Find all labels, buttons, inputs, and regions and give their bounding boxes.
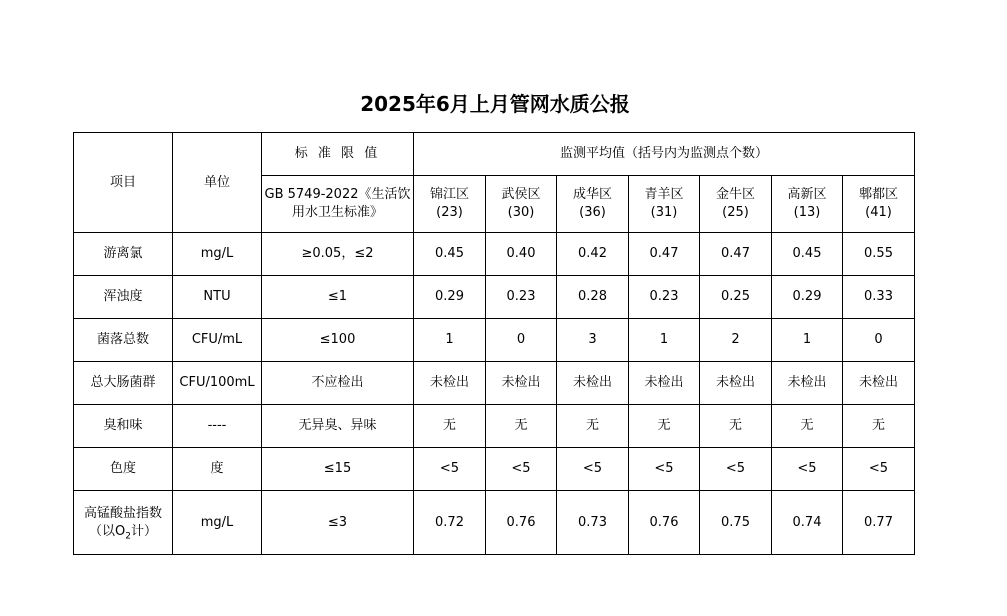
district-header xyxy=(557,176,629,233)
row-value: 0.45 xyxy=(772,233,843,276)
row-value: 0.23 xyxy=(486,276,557,319)
row-value: 0.76 xyxy=(629,491,700,555)
row-value: 未检出 xyxy=(700,362,772,405)
row-unit: ---- xyxy=(173,405,262,448)
water-quality-table xyxy=(73,132,915,555)
row-value: 未检出 xyxy=(843,362,915,405)
district-header xyxy=(486,176,557,233)
row-value: 无 xyxy=(414,405,486,448)
row-value: 1 xyxy=(629,319,700,362)
row-value: 0.45 xyxy=(414,233,486,276)
row-item: 臭和味 xyxy=(74,405,173,448)
row-unit: mg/L xyxy=(173,491,262,555)
row-value: 0.25 xyxy=(700,276,772,319)
row-value: <5 xyxy=(486,448,557,491)
district-count: (30) xyxy=(507,205,535,220)
header-monitor: 监测平均值（括号内为监测点个数） xyxy=(414,133,915,176)
header-standard: 标 准 限 值 xyxy=(262,133,414,176)
row-value: 无 xyxy=(486,405,557,448)
row-value: 0.33 xyxy=(843,276,915,319)
table-row xyxy=(74,319,915,362)
row-item: 游离氯 xyxy=(74,233,173,276)
row-value: 未检出 xyxy=(486,362,557,405)
table-row xyxy=(74,362,915,405)
district-count: (13) xyxy=(793,205,821,220)
row-item: 菌落总数 xyxy=(74,319,173,362)
row-value: 0.73 xyxy=(557,491,629,555)
row-unit: CFU/mL xyxy=(173,319,262,362)
row-value: <5 xyxy=(843,448,915,491)
row-value: 0 xyxy=(843,319,915,362)
row-value: 0 xyxy=(486,319,557,362)
row-standard: ≤1 xyxy=(262,276,414,319)
row-value: 0.72 xyxy=(414,491,486,555)
row-value: 1 xyxy=(414,319,486,362)
row-value: 未检出 xyxy=(414,362,486,405)
row-value: 2 xyxy=(700,319,772,362)
row-standard: 不应检出 xyxy=(262,362,414,405)
header-unit: 单位 xyxy=(173,133,262,233)
row-value: <5 xyxy=(700,448,772,491)
row-unit: CFU/100mL xyxy=(173,362,262,405)
district-count: (31) xyxy=(650,205,678,220)
row-value: 0.76 xyxy=(486,491,557,555)
district-count: (25) xyxy=(722,205,749,220)
district-header xyxy=(414,176,486,233)
row-standard: ≥0.05，≤2 xyxy=(262,233,414,276)
district-count: (41) xyxy=(865,205,892,220)
row-value: <5 xyxy=(414,448,486,491)
district-header xyxy=(843,176,915,233)
district-count: (23) xyxy=(436,205,463,220)
table-row xyxy=(74,405,915,448)
header-item: 项目 xyxy=(74,133,173,233)
row-value: 1 xyxy=(772,319,843,362)
table-row xyxy=(74,276,915,319)
district-name: 青羊区 xyxy=(644,187,684,202)
row-value: 0.55 xyxy=(843,233,915,276)
row-value: 无 xyxy=(843,405,915,448)
row-value: 0.40 xyxy=(486,233,557,276)
row-value: 未检出 xyxy=(772,362,843,405)
district-name: 锦江区 xyxy=(429,187,469,202)
row-value: 无 xyxy=(772,405,843,448)
row-standard: ≤100 xyxy=(262,319,414,362)
header-standard-sub: GB 5749-2022《生活饮用水卫生标准》 xyxy=(262,176,414,233)
row-value: 0.29 xyxy=(772,276,843,319)
row-value: <5 xyxy=(629,448,700,491)
row-standard: ≤3 xyxy=(262,491,414,555)
row-unit: mg/L xyxy=(173,233,262,276)
row-value: <5 xyxy=(772,448,843,491)
district-header xyxy=(629,176,700,233)
row-unit: 度 xyxy=(173,448,262,491)
row-item-line2-sub: 2 xyxy=(125,531,131,542)
row-value: 0.74 xyxy=(772,491,843,555)
row-item-line2-pre: （以O xyxy=(89,523,126,539)
row-value: 无 xyxy=(557,405,629,448)
row-item: 总大肠菌群 xyxy=(74,362,173,405)
table-row xyxy=(74,448,915,491)
row-value: 0.42 xyxy=(557,233,629,276)
district-name: 金牛区 xyxy=(715,187,755,202)
row-standard: ≤15 xyxy=(262,448,414,491)
row-value: 0.75 xyxy=(700,491,772,555)
row-value: 0.23 xyxy=(629,276,700,319)
row-item-line2-post: 计） xyxy=(130,523,157,539)
row-value: 0.47 xyxy=(629,233,700,276)
row-value: 未检出 xyxy=(629,362,700,405)
row-value: 0.77 xyxy=(843,491,915,555)
row-value: 0.28 xyxy=(557,276,629,319)
district-name: 高新区 xyxy=(787,187,827,202)
district-name: 郫都区 xyxy=(858,187,898,202)
district-header xyxy=(772,176,843,233)
row-unit: NTU xyxy=(173,276,262,319)
row-value: 未检出 xyxy=(557,362,629,405)
district-name: 武侯区 xyxy=(501,187,541,202)
row-value: 无 xyxy=(700,405,772,448)
row-value: 0.47 xyxy=(700,233,772,276)
table-row xyxy=(74,233,915,276)
district-name: 成华区 xyxy=(572,187,612,202)
row-value: 0.29 xyxy=(414,276,486,319)
district-count: (36) xyxy=(579,205,606,220)
page-title: 2025年6月上月管网水质公报 xyxy=(360,92,630,116)
row-item: 色度 xyxy=(74,448,173,491)
row-value: 无 xyxy=(629,405,700,448)
row-item-line1: 高锰酸盐指数 xyxy=(83,505,162,521)
row-value: <5 xyxy=(557,448,629,491)
row-value: 3 xyxy=(557,319,629,362)
row-item: 浑浊度 xyxy=(74,276,173,319)
row-item xyxy=(74,491,173,555)
row-standard: 无异臭、异味 xyxy=(262,405,414,448)
district-header xyxy=(700,176,772,233)
table-row xyxy=(74,491,915,555)
